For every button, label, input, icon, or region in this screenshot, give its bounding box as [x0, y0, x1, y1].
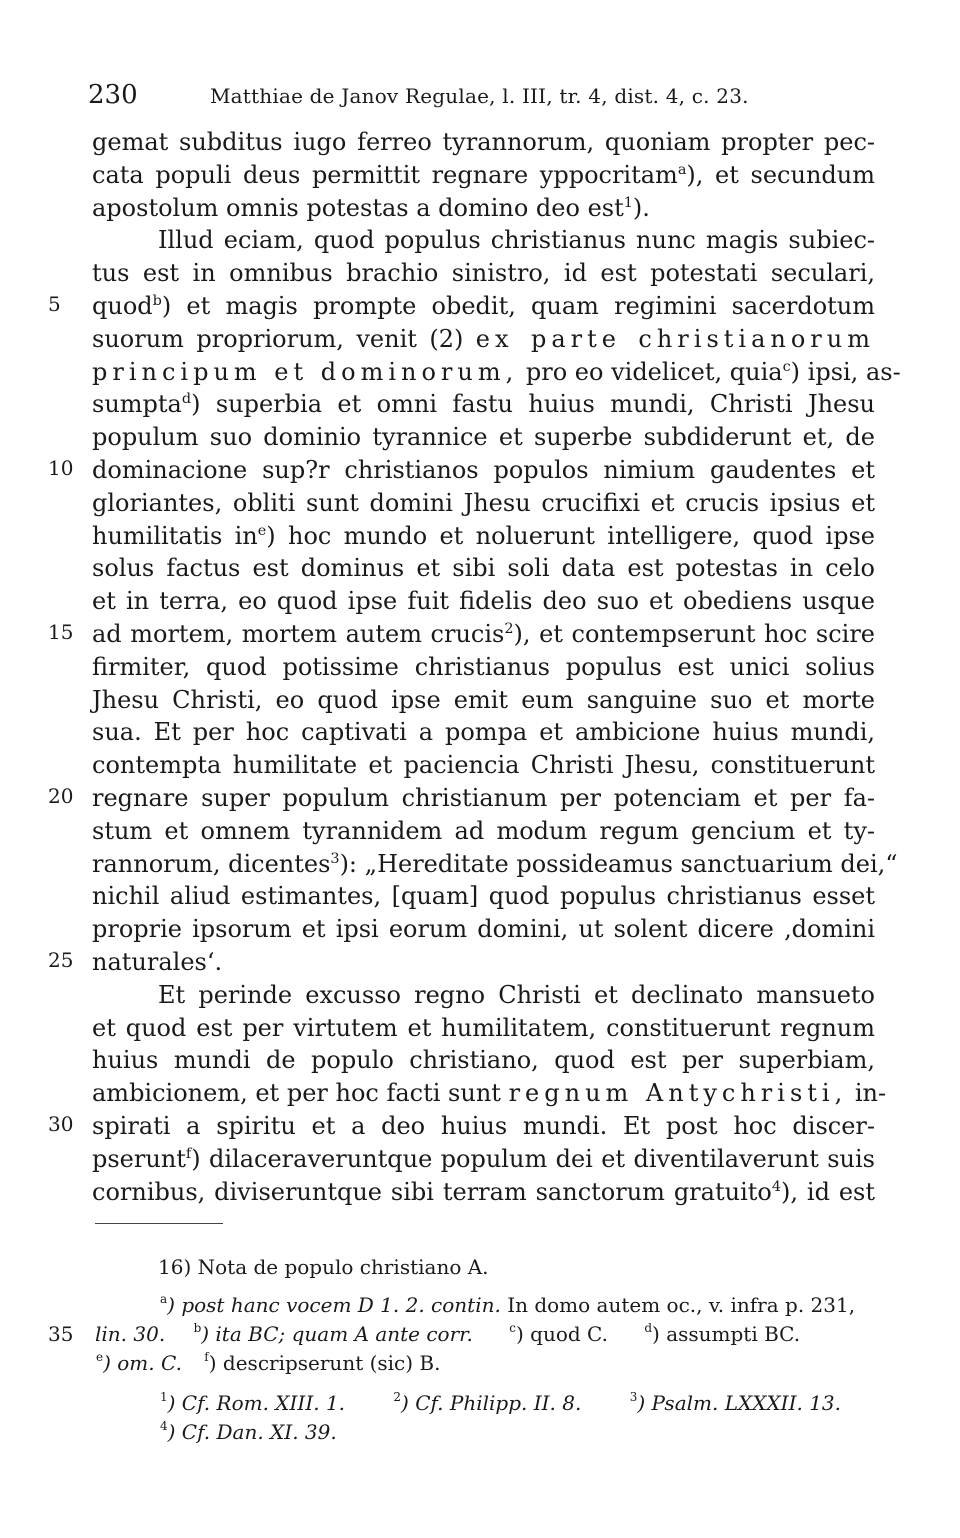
text-line: gloriantes, obliti sunt domini Jhesu crucifixi et crucis ipsius et: [92, 488, 875, 517]
marginal-note-16: 16) Nota de populo christiano A.: [158, 1255, 489, 1279]
paragraph-start: Illud eciam, quod populus christianus nunc magis subiec-: [158, 226, 875, 255]
text-line: et in terra, eo quod ipse fuit fidelis deo suo et obediens usque: [92, 587, 875, 616]
running-title: Matthiae de Janov Regulae, l. III, tr. 4, dist. 4, c. 23.: [210, 84, 749, 108]
page-header: [88, 80, 872, 110]
text-line: ad mortem, mortem autem crucis$^2$), et contempserunt hoc scire: [92, 620, 875, 648]
text-line: suorum propriorum, venit (2) ex parte christianorum: [92, 324, 875, 353]
text-line: cata populi deus permittit regnare yppocritam$^a$), et secundum: [92, 160, 875, 189]
text-line: spirati a spiritu et a deo huius mundi. Et post hoc discer-: [92, 1112, 875, 1140]
text-line: firmiter, quod potissime christianus populus est unici solius: [92, 652, 875, 681]
line-number-30: 30: [48, 1112, 74, 1136]
paragraph-start: Et perinde excusso regno Christi et declinato mansueto: [158, 980, 875, 1009]
line-number-5: 5: [48, 292, 61, 316]
text-line: et quod est per virtutem et humilitatem, constituerunt regnum: [92, 1013, 875, 1042]
text-line: humilitatis $in^e$) hoc mundo et noluerunt intelligere, quod ipse: [92, 521, 875, 550]
text-line: pserunt$^f$) dilaceraveruntque populum dei et diventilaverunt suis: [92, 1144, 875, 1173]
text-line: tus est in omnibus brachio sinistro, id est potestati seculari,: [92, 259, 875, 288]
text-line: stum et omnem tyrannidem ad modum regum gencium et ty-: [92, 816, 875, 845]
text-line: Jhesu Christi, eo quod ipse emit eum sanguine suo et morte: [92, 685, 875, 714]
text-line: gemat subditus iugo ferreo tyrannorum, quoniam propter pec-: [92, 128, 875, 156]
page-number: 230: [88, 80, 138, 110]
line-number-15: 15: [48, 620, 74, 644]
text-line: regnare super populum christianum per potenciam et per fa-: [92, 784, 875, 812]
text-line: populum suo dominio tyrannice et superbe subdiderunt et, de: [92, 423, 875, 452]
text-line: sumpta$^d$) superbia et omni fastu huius mundi, Christi Jhesu: [92, 390, 875, 419]
critical-note-line: $^e$) om. C. $^f$) descripserunt (sic) B.: [96, 1350, 441, 1375]
text-line: contempta humilitate et paciencia Christi Jhesu, constituerunt: [92, 751, 875, 780]
line-number-10: 10: [48, 456, 74, 480]
source-references: $^1$) Cf. Rom. XIII. 1. $^2$) Cf. Philipp. II. 8. $^3$) Psalm. LXXXII. 13.: [160, 1390, 842, 1415]
line-number-20: 20: [48, 784, 74, 808]
text-line: cornibus, diviseruntque sibi terram sanctorum gratuito$^4$), id est: [92, 1177, 876, 1206]
text-line: quod$^b$) et magis prompte obedit, quam regimini sacerdotum: [92, 292, 875, 320]
critical-note-a: $^a$) post hanc vocem D 1. 2. contin. In domo autem oc., v. infra p. 231,: [160, 1292, 856, 1317]
text-line: nichil aliud estimantes, [quam] quod populus christianus esset: [92, 882, 875, 911]
line-number-35: 35: [48, 1322, 74, 1346]
text-line: solus factus est dominus et sibi soli data est potestas in celo: [92, 554, 875, 583]
text-line: naturales‘.: [92, 948, 223, 976]
critical-note-line: lin. 30. $^b$) ita BC; quam A ante corr. $^c$) quod C. $^d$) assumpti BC.: [95, 1321, 801, 1346]
text-line: dominacione sup?r christianos populos nimium gaudentes et: [92, 456, 875, 484]
text-line: sua. Et per hoc captivati a pompa et ambicione huius mundi,: [92, 718, 875, 747]
text-line: huius mundi de populo christiano, quod est per superbiam,: [92, 1046, 875, 1075]
text-line: ambicionem, et per hoc facti sunt regnum Antychristi, in-: [92, 1079, 887, 1108]
text-line: proprie ipsorum et ipsi eorum domini, ut solent dicere ‚domini: [92, 915, 875, 944]
footnote-separator: [95, 1223, 223, 1224]
text-line: rannorum, dicentes$^3$): „Hereditate possideamus sanctuarium dei,“: [92, 849, 898, 878]
source-reference: $^4$) Cf. Dan. XI. 39.: [160, 1419, 337, 1444]
text-line: apostolum omnis potestas a domino deo est$^1$).: [92, 193, 650, 222]
line-number-25: 25: [48, 948, 74, 972]
text-line: principum et dominorum, pro eo videlicet, quia$^c$) ipsi, as-: [92, 357, 901, 386]
